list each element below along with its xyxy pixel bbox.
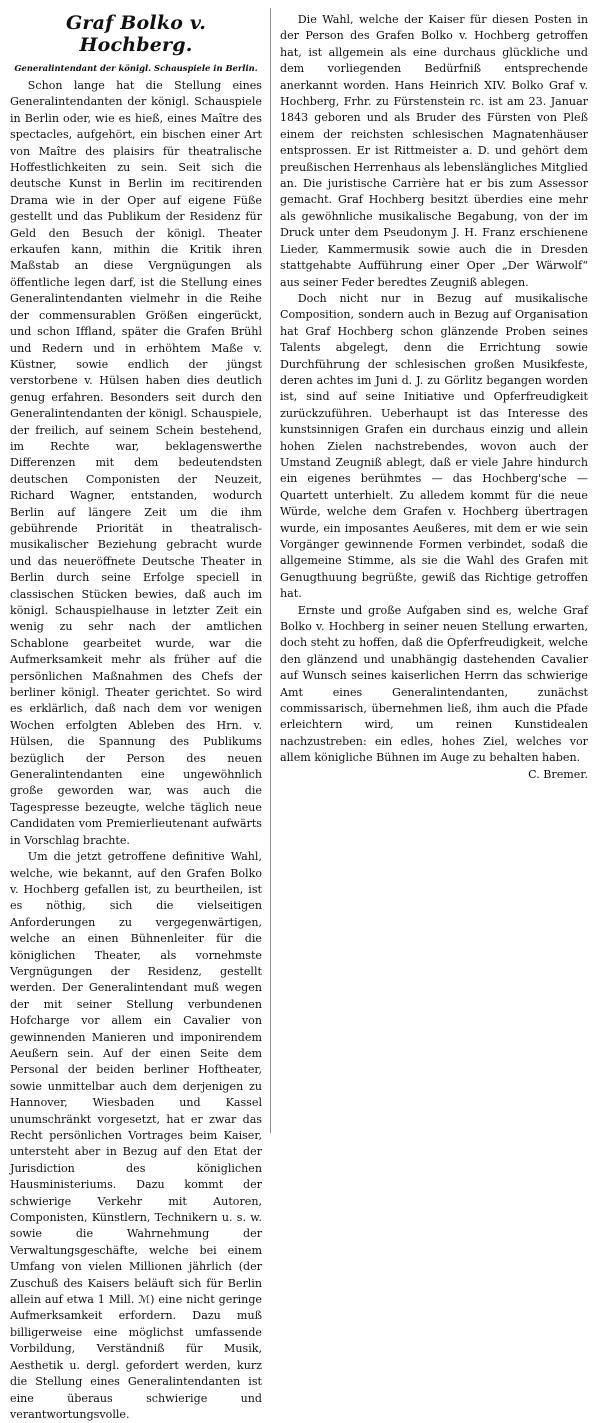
article-subtitle: Generalintendant der königl. Schauspiele in Berlin.	[14, 63, 258, 73]
paragraph-organisation: Doch nicht nur in Bezug auf musikalische Composition, sondern auch in Bezug auf Organisation hat Graf Hochberg schon glänzende Proben seines Talents abgelegt, denn die Errichtung sowie Durchführung der schlesischen großen Musikfeste, deren achtes im Juni d. J. zu Görlitz begangen worden ist, sind auf seine Initiative und Opferfreudigkeit zurückzuführen. Ueberhaupt ist das Interesse des kunstsinnigen Grafen ein durchaus einzig und allein hohen Zielen nachstrebendes, wovon auch der Umstand Zeugniß ablegt, daß er viele Jahre hindurch ein eigenes berühmtes — das Hochberg'sche — Quartett unterhielt. Zu alledem kommt für die neue Würde, welche dem Grafen v. Hochberg übertragen wurde, ein imposantes Aeußeres, mit dem er wie sein Vorgänger gewinnende Formen verbindet, sodaß die allgemeine Stimme, als sie die Wahl des Grafen mit Genugthuung begrüßte, gewiß das Richtige getroffen hat.	[280, 291, 588, 601]
article-title: Graf Bolko v. Hochberg.	[65, 12, 207, 56]
paragraph-outlook: Ernste und große Aufgaben sind es, welche Graf Bolko v. Hochberg in seiner neuen Stellung erwarten, doch steht zu hoffen, daß die Opferfreudigkeit, welche den glänzend und unabhängig dastehenden Cavalier auf Wunsch seines kaiserlichen Herrn das schwierige Amt eines Generalintendanten, zunächst commissarisch, übernehmen ließ, ihm auch die Pfade erleichtern wird, um reinen Kunstidealen nachzustreben: ein edles, hohes Ziel, welches vor allem königliche Bühnen im Auge zu behalten haben.	[280, 603, 588, 765]
left-column	[10, 12, 262, 1423]
column-divider	[270, 8, 271, 1133]
paragraph-intro: Schon lange hat die Stellung eines Generalintendanten der königl. Schauspiele in Berlin oder, wie es hieß, eines Maître des spectacles, aufgehört, ein bischen einer Art von Maître des plaisirs für theatralische Hoffestlichkeiten zu sein. Seit sich die deutsche Kunst in Berlin im recitirenden Drama wie in der Oper auf eigene Füße gestellt und das Publikum der Residenz für Geld den Besuch der königl. Theater erkaufen kann, mithin die Kritik ihren Maßstab an diese Vergnügungen als öffentliche legen darf, ist die Stellung eines Generalintendanten vielmehr in die Reihe der commensurablen Größen eingerückt, und schon Iffland, später die Grafen Brühl und Redern und in erhöhtem Maße v. Küstner, sowie endlich der jüngst verstorbene v. Hülsen haben dies deutlich genug erfahren. Besonders seit durch den Generalintendanten der königl. Schauspiele, der freilich, auf seinem Schein bestehend, im Rechte war, beklagenswerthe Differenzen mit dem bedeutendsten deutschen Componisten der Neuzeit, Richard Wagner, entstanden, wodurch Berlin auf längere Zeit um die ihm gebührende Priorität in theatralisch-musikalischer Beziehung gebracht wurde und das neueröffnete Deutsche Theater in Berlin durch seine Erfolge speciell in classischen Stücken bewies, daß auch im königl. Schauspielhause in letzter Zeit ein wenig zu sehr nach der amtlichen Schablone gearbeitet wurde, war die Aufmerksamkeit mehr als früher auf die persönlichen Maßnahmen des Chefs der berliner königl. Theater gerichtet. So wird es erklärlich, daß nach dem vor wenigen Wochen erfolgten Ableben des Hrn. v. Hülsen, die Spannung des Publikums bezüglich der Person des neuen Generalintendanten eine ungewöhnlich große geworden war, was auch die Tagespresse bezeugte, welche täglich neue Candidaten vom Premierlieutenant aufwärts in Vorschlag brachte.	[10, 79, 262, 847]
paragraph-requirements: Um die jetzt getroffene definitive Wahl, welche, wie bekannt, auf den Grafen Bolko v. Hochberg gefallen ist, zu beurtheilen, ist es nöthig, sich die vielseitigen Anforderungen zu vergegenwärtigen, welche an einen Bühnenleiter für die königlichen Theater, als vornehmste Vergnügungen der Residenz, gestellt werden. Der Generalintendant muß wegen der mit seiner Stellung verbundenen Hofcharge vor allem ein Cavalier von gewinnenden Manieren und imponirendem Aeußern sein. Auf der einen Seite dem Personal der beiden berliner Hoftheater, sowie unmittelbar auch dem derjenigen zu Hannover, Wiesbaden und Kassel unumschränkt vorgesetzt, hat er zwar das Recht persönlichen Vortrages beim Kaiser, untersteht aber in Bezug auf den Etat der Jurisdiction des königlichen Hausministeriums. Dazu kommt der schwierige Verkehr mit Autoren, Componisten, Künstlern, Technikern u. s. w. sowie die Wahrnehmung der Verwaltungsgeschäfte, welche bei einem Umfang von vielen Millionen jährlich (der Zuschuß des Kaisers beläuft sich für Berlin allein auf etwa 1 Mill. ℳ) eine nicht geringe Aufmerksamkeit erfordern. Dazu muß billigerweise eine möglichst umfassende Vorbildung, Verständniß für Musik, Aesthetik u. dergl. gefordert werden, kurz die Stellung eines Generalintendanten ist eine überaus schwierige und verantwortungsvolle.	[10, 850, 262, 1421]
paragraph-election: Die Wahl, welche der Kaiser für diesen Posten in der Person des Grafen Bolko v. Hochberg getroffen hat, ist allgemein als eine durchaus glückliche und dem vorliegenden Bedürfniß entsprechende anerkannt worden. Hans Heinrich XIV. Bolko Graf v. Hochberg, Frhr. zu Fürstenstein rc. ist am 23. Januar 1843 geboren und als Bruder des Fürsten von Pleß einem der reichsten schlesischen Magnatenhäuser entsprossen. Er ist Rittmeister a. D. und gehört dem preußischen Herrenhaus als lebenslängliches Mitglied an. Die juristische Carrière hat er bis zum Assessor gemacht. Graf Hochberg besitzt überdies eine mehr als gewöhnliche musikalische Begabung, von der im Druck unter dem Pseudonym J. H. Franz erschienene Lieder, Kammermusik sowie auch die in Dresden stattgehabte Aufführung einer Oper „Der Wärwolf“ aus seiner Feder beredtes Zeugniß ablegen.	[280, 13, 588, 289]
author-signature: C. Bremer.	[528, 767, 588, 781]
right-column	[280, 12, 588, 783]
